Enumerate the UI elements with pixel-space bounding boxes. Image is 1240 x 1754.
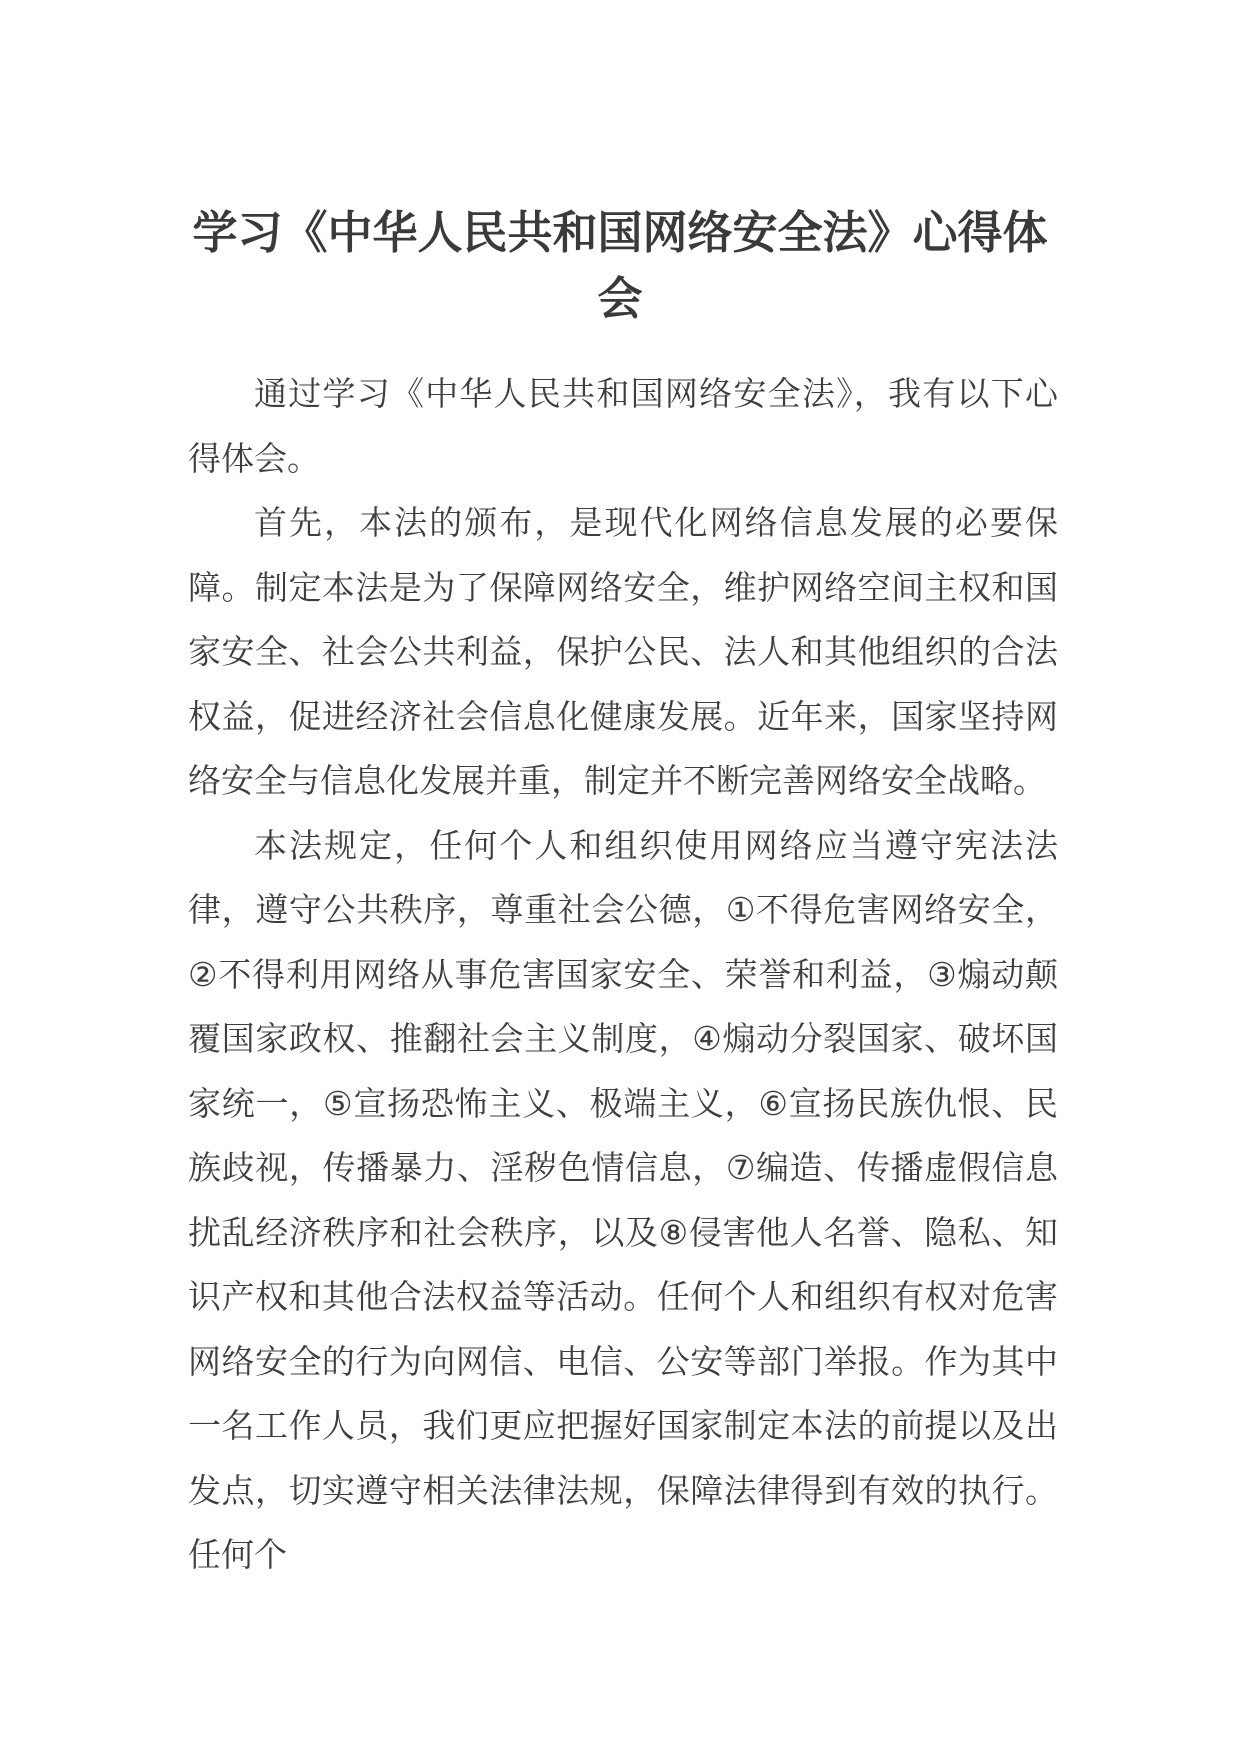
paragraph-first: 首先，本法的颁布，是现代化网络信息发展的必要保障。制定本法是为了保障网络安全，维护网络空间主权和国家安全、社会公共利益，保护公民、法人和其他组织的合法权益，促进经济社会信息化健康发展。近年来，国家坚持网络安全与信息化发展并重，制定并不断完善网络安全战略。	[188, 503, 1058, 800]
paragraph-provisions: 本法规定，任何个人和组织使用网络应当遵守宪法法律，遵守公共秩序，尊重社会公德，①不得危害网络安全，②不得利用网络从事危害国家安全、荣誉和利益，③煽动颠覆国家政权、推翻社会主义制度，④煽动分裂国家、破坏国家统一，⑤宣扬恐怖主义、极端主义，⑥宣扬民族仇恨、民族歧视，传播暴力、淫秽色情信息，⑦编造、传播虚假信息扰乱经济秩序和社会秩序，以及⑧侵害他人名誉、隐私、知识产权和其他合法权益等活动。任何个人和组织有权对危害网络安全的行为向网信、电信、公安等部门举报。作为其中一名工作人员，我们更应把握好国家制定本法的前提以及出发点，切实遵守相关法律法规，保障法律得到有效的执行。任何个	[188, 825, 1058, 1574]
document-body	[188, 362, 1058, 1588]
document-title: 学习《中华人民共和国网络安全法》心得体会	[192, 206, 1048, 325]
paragraph-intro: 通过学习《中华人民共和国网络安全法》，我有以下心得体会。	[188, 374, 1058, 478]
